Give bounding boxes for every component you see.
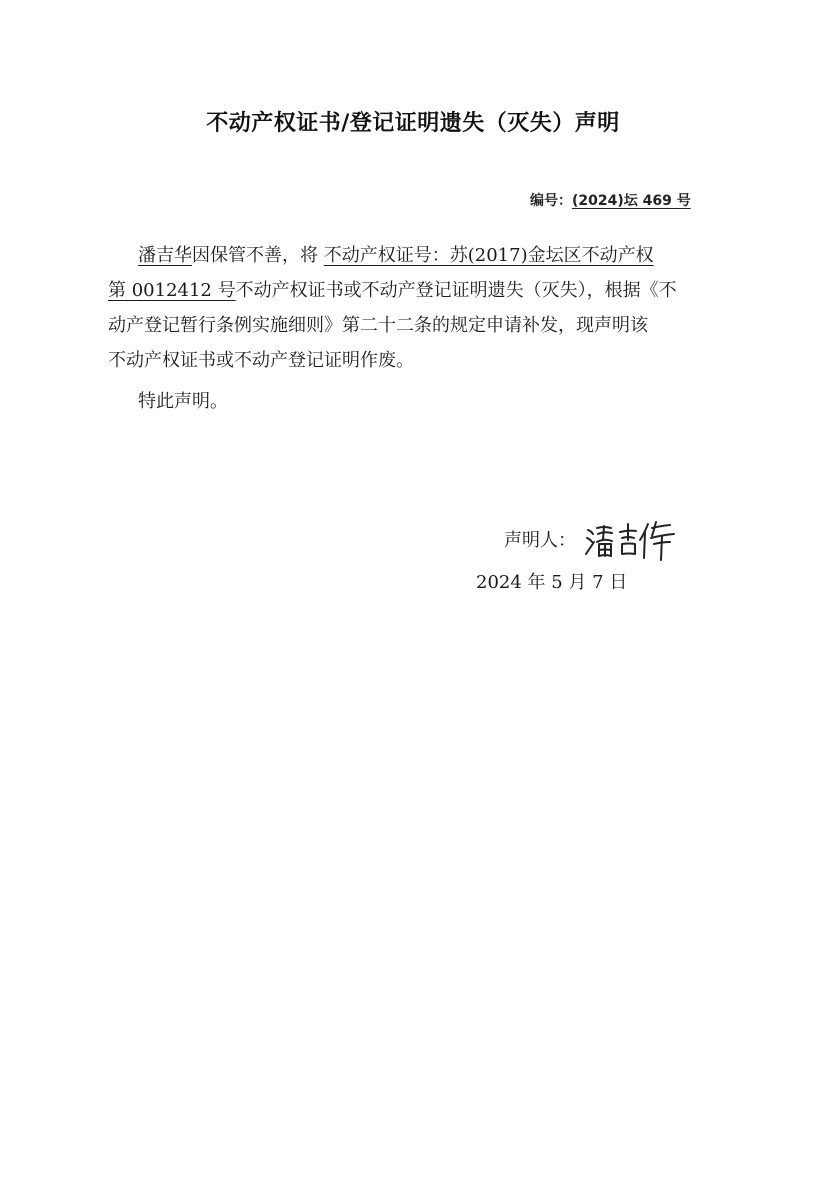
certificate-number-part-1: 不动产权证号：苏(2017)金坛区不动产权 <box>323 245 654 266</box>
certificate-number-part-2: 第 0012412 号 <box>108 280 236 301</box>
statement-line-3: 动产登记暂行条例实施细则》第二十二条的规定申请补发，现声明该 <box>108 315 648 336</box>
declarant-name: 潘吉华 <box>138 245 192 266</box>
signature-row <box>504 516 680 562</box>
handwritten-signature <box>584 516 680 562</box>
statement-text-1b: 因保管不善，将 <box>192 245 324 266</box>
statement-line-1 <box>108 238 688 273</box>
statement-line-2 <box>108 273 688 308</box>
document-title: 不动产权证书/登记证明遗失（灭失）声明 <box>206 111 620 136</box>
closing-text: 特此声明。 <box>138 391 228 412</box>
document-number <box>530 190 697 210</box>
statement-date: 2024 年 5 月 7 日 <box>476 572 628 593</box>
document-number-label: 编号： <box>530 193 572 209</box>
signature-label: 声明人： <box>504 530 576 551</box>
statement-body <box>108 238 688 419</box>
statement-line-4: 不动产权证书或不动产登记证明作废。 <box>108 350 414 371</box>
document-number-value: (2024)坛 469 号 <box>572 193 691 209</box>
statement-text-2b: 不动产权证书或不动产登记证明遗失（灭失），根据《不 <box>235 280 677 301</box>
